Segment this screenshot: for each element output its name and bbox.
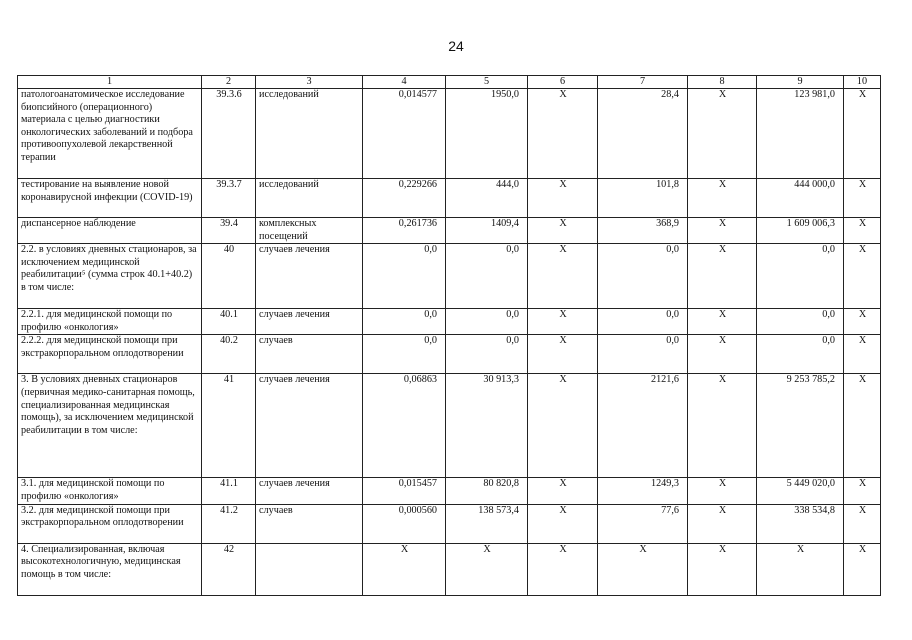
- row-unit-cell: случаев лечения: [256, 309, 363, 335]
- row-value-cell: X: [528, 478, 598, 504]
- row-unit-cell: [256, 543, 363, 595]
- row-value-cell: X: [844, 504, 881, 543]
- column-header: 7: [598, 76, 688, 89]
- row-code-cell: 42: [202, 543, 256, 595]
- row-code-cell: 41.1: [202, 478, 256, 504]
- column-header: 2: [202, 76, 256, 89]
- row-value-cell: X: [688, 244, 757, 309]
- table-row: [18, 478, 881, 504]
- row-value-cell: 0,0: [363, 335, 446, 374]
- row-value-cell: 0,0: [757, 244, 844, 309]
- row-code-cell: 39.4: [202, 218, 256, 244]
- row-value-cell: X: [688, 309, 757, 335]
- row-name-cell: тестирование на выявление новой коронавирусной инфекции (COVID-19): [18, 179, 202, 218]
- row-value-cell: 338 534,8: [757, 504, 844, 543]
- row-value-cell: X: [688, 374, 757, 478]
- table-row: [18, 244, 881, 309]
- row-value-cell: X: [688, 543, 757, 595]
- row-value-cell: X: [688, 179, 757, 218]
- row-name-cell: диспансерное наблюдение: [18, 218, 202, 244]
- column-header: 3: [256, 76, 363, 89]
- row-value-cell: 9 253 785,2: [757, 374, 844, 478]
- column-header: 6: [528, 76, 598, 89]
- row-value-cell: 0,0: [446, 244, 528, 309]
- row-value-cell: X: [363, 543, 446, 595]
- column-header: 8: [688, 76, 757, 89]
- row-value-cell: X: [844, 543, 881, 595]
- row-unit-cell: исследований: [256, 89, 363, 179]
- row-value-cell: 80 820,8: [446, 478, 528, 504]
- row-value-cell: X: [528, 244, 598, 309]
- row-unit-cell: комплексных посещений: [256, 218, 363, 244]
- row-unit-cell: случаев: [256, 335, 363, 374]
- row-value-cell: 0,0: [363, 244, 446, 309]
- column-header: 9: [757, 76, 844, 89]
- row-value-cell: 0,0: [757, 335, 844, 374]
- row-value-cell: X: [528, 374, 598, 478]
- row-value-cell: X: [688, 335, 757, 374]
- column-header-row: [18, 76, 881, 89]
- row-value-cell: X: [844, 478, 881, 504]
- column-header: 5: [446, 76, 528, 89]
- column-header: 1: [18, 76, 202, 89]
- row-value-cell: 0,0: [598, 309, 688, 335]
- row-value-cell: X: [598, 543, 688, 595]
- row-value-cell: 101,8: [598, 179, 688, 218]
- column-header: 4: [363, 76, 446, 89]
- row-value-cell: X: [528, 179, 598, 218]
- table-row: [18, 89, 881, 179]
- row-value-cell: 0,06863: [363, 374, 446, 478]
- row-value-cell: X: [528, 218, 598, 244]
- row-value-cell: 368,9: [598, 218, 688, 244]
- row-unit-cell: случаев лечения: [256, 244, 363, 309]
- row-code-cell: 41: [202, 374, 256, 478]
- row-value-cell: X: [844, 374, 881, 478]
- row-code-cell: 41.2: [202, 504, 256, 543]
- row-value-cell: 2121,6: [598, 374, 688, 478]
- page-number: 24: [448, 38, 464, 54]
- row-value-cell: X: [528, 309, 598, 335]
- row-name-cell: 2.2.1. для медицинской помощи по профилю «онкология»: [18, 309, 202, 335]
- row-unit-cell: исследований: [256, 179, 363, 218]
- row-value-cell: X: [688, 89, 757, 179]
- row-value-cell: 0,0: [446, 335, 528, 374]
- row-value-cell: 0,0: [598, 335, 688, 374]
- row-value-cell: X: [528, 89, 598, 179]
- table-row: [18, 179, 881, 218]
- row-value-cell: 0,015457: [363, 478, 446, 504]
- row-code-cell: 40.2: [202, 335, 256, 374]
- row-value-cell: 0,0: [363, 309, 446, 335]
- row-name-cell: патологоанатомическое исследование биопсийного (операционного) материала с целью диагностики онкологических заболеваний и подбора противоопухолевой лекарственной терапии: [18, 89, 202, 179]
- row-value-cell: 1950,0: [446, 89, 528, 179]
- column-header: 10: [844, 76, 881, 89]
- row-name-cell: 3. В условиях дневных стационаров (первичная медико-санитарная помощь, специализированная медицинская помощь), за исключением медицинской реабилитации в том числе:: [18, 374, 202, 478]
- row-value-cell: 444,0: [446, 179, 528, 218]
- row-value-cell: 1249,3: [598, 478, 688, 504]
- row-value-cell: X: [528, 335, 598, 374]
- row-code-cell: 40.1: [202, 309, 256, 335]
- table-row: [18, 504, 881, 543]
- row-code-cell: 39.3.6: [202, 89, 256, 179]
- table-row: [18, 374, 881, 478]
- row-value-cell: 1409,4: [446, 218, 528, 244]
- row-name-cell: 3.2. для медицинской помощи при экстракорпоральном оплодотворении: [18, 504, 202, 543]
- row-value-cell: 0,0: [446, 309, 528, 335]
- row-value-cell: 77,6: [598, 504, 688, 543]
- data-table: [17, 75, 881, 596]
- row-value-cell: X: [688, 504, 757, 543]
- row-value-cell: 28,4: [598, 89, 688, 179]
- row-value-cell: 0,000560: [363, 504, 446, 543]
- row-value-cell: X: [844, 335, 881, 374]
- row-unit-cell: случаев: [256, 504, 363, 543]
- row-value-cell: 0,0: [598, 244, 688, 309]
- row-value-cell: 5 449 020,0: [757, 478, 844, 504]
- row-code-cell: 39.3.7: [202, 179, 256, 218]
- table-row: [18, 543, 881, 595]
- table-row: [18, 335, 881, 374]
- row-value-cell: X: [446, 543, 528, 595]
- row-unit-cell: случаев лечения: [256, 374, 363, 478]
- table-row: [18, 309, 881, 335]
- row-value-cell: X: [844, 244, 881, 309]
- row-value-cell: 1 609 006,3: [757, 218, 844, 244]
- row-value-cell: 138 573,4: [446, 504, 528, 543]
- row-value-cell: 0,261736: [363, 218, 446, 244]
- row-name-cell: 2.2.2. для медицинской помощи при экстракорпоральном оплодотворении: [18, 335, 202, 374]
- row-name-cell: 2.2. в условиях дневных стационаров, за исключением медицинской реабилитации⁵ (сумма строк 40.1+40.2) в том числе:: [18, 244, 202, 309]
- row-value-cell: 30 913,3: [446, 374, 528, 478]
- row-value-cell: 0,0: [757, 309, 844, 335]
- row-value-cell: 0,229266: [363, 179, 446, 218]
- row-value-cell: X: [844, 309, 881, 335]
- row-value-cell: 123 981,0: [757, 89, 844, 179]
- row-value-cell: X: [528, 504, 598, 543]
- row-value-cell: 444 000,0: [757, 179, 844, 218]
- row-name-cell: 4. Специализированная, включая высокотехнологичную, медицинская помощь в том числе:: [18, 543, 202, 595]
- row-value-cell: X: [688, 478, 757, 504]
- table-row: [18, 218, 881, 244]
- row-code-cell: 40: [202, 244, 256, 309]
- row-value-cell: X: [528, 543, 598, 595]
- row-value-cell: X: [844, 179, 881, 218]
- row-value-cell: X: [688, 218, 757, 244]
- row-value-cell: X: [757, 543, 844, 595]
- row-value-cell: 0,014577: [363, 89, 446, 179]
- row-unit-cell: случаев лечения: [256, 478, 363, 504]
- row-value-cell: X: [844, 218, 881, 244]
- row-name-cell: 3.1. для медицинской помощи по профилю «онкология»: [18, 478, 202, 504]
- row-value-cell: X: [844, 89, 881, 179]
